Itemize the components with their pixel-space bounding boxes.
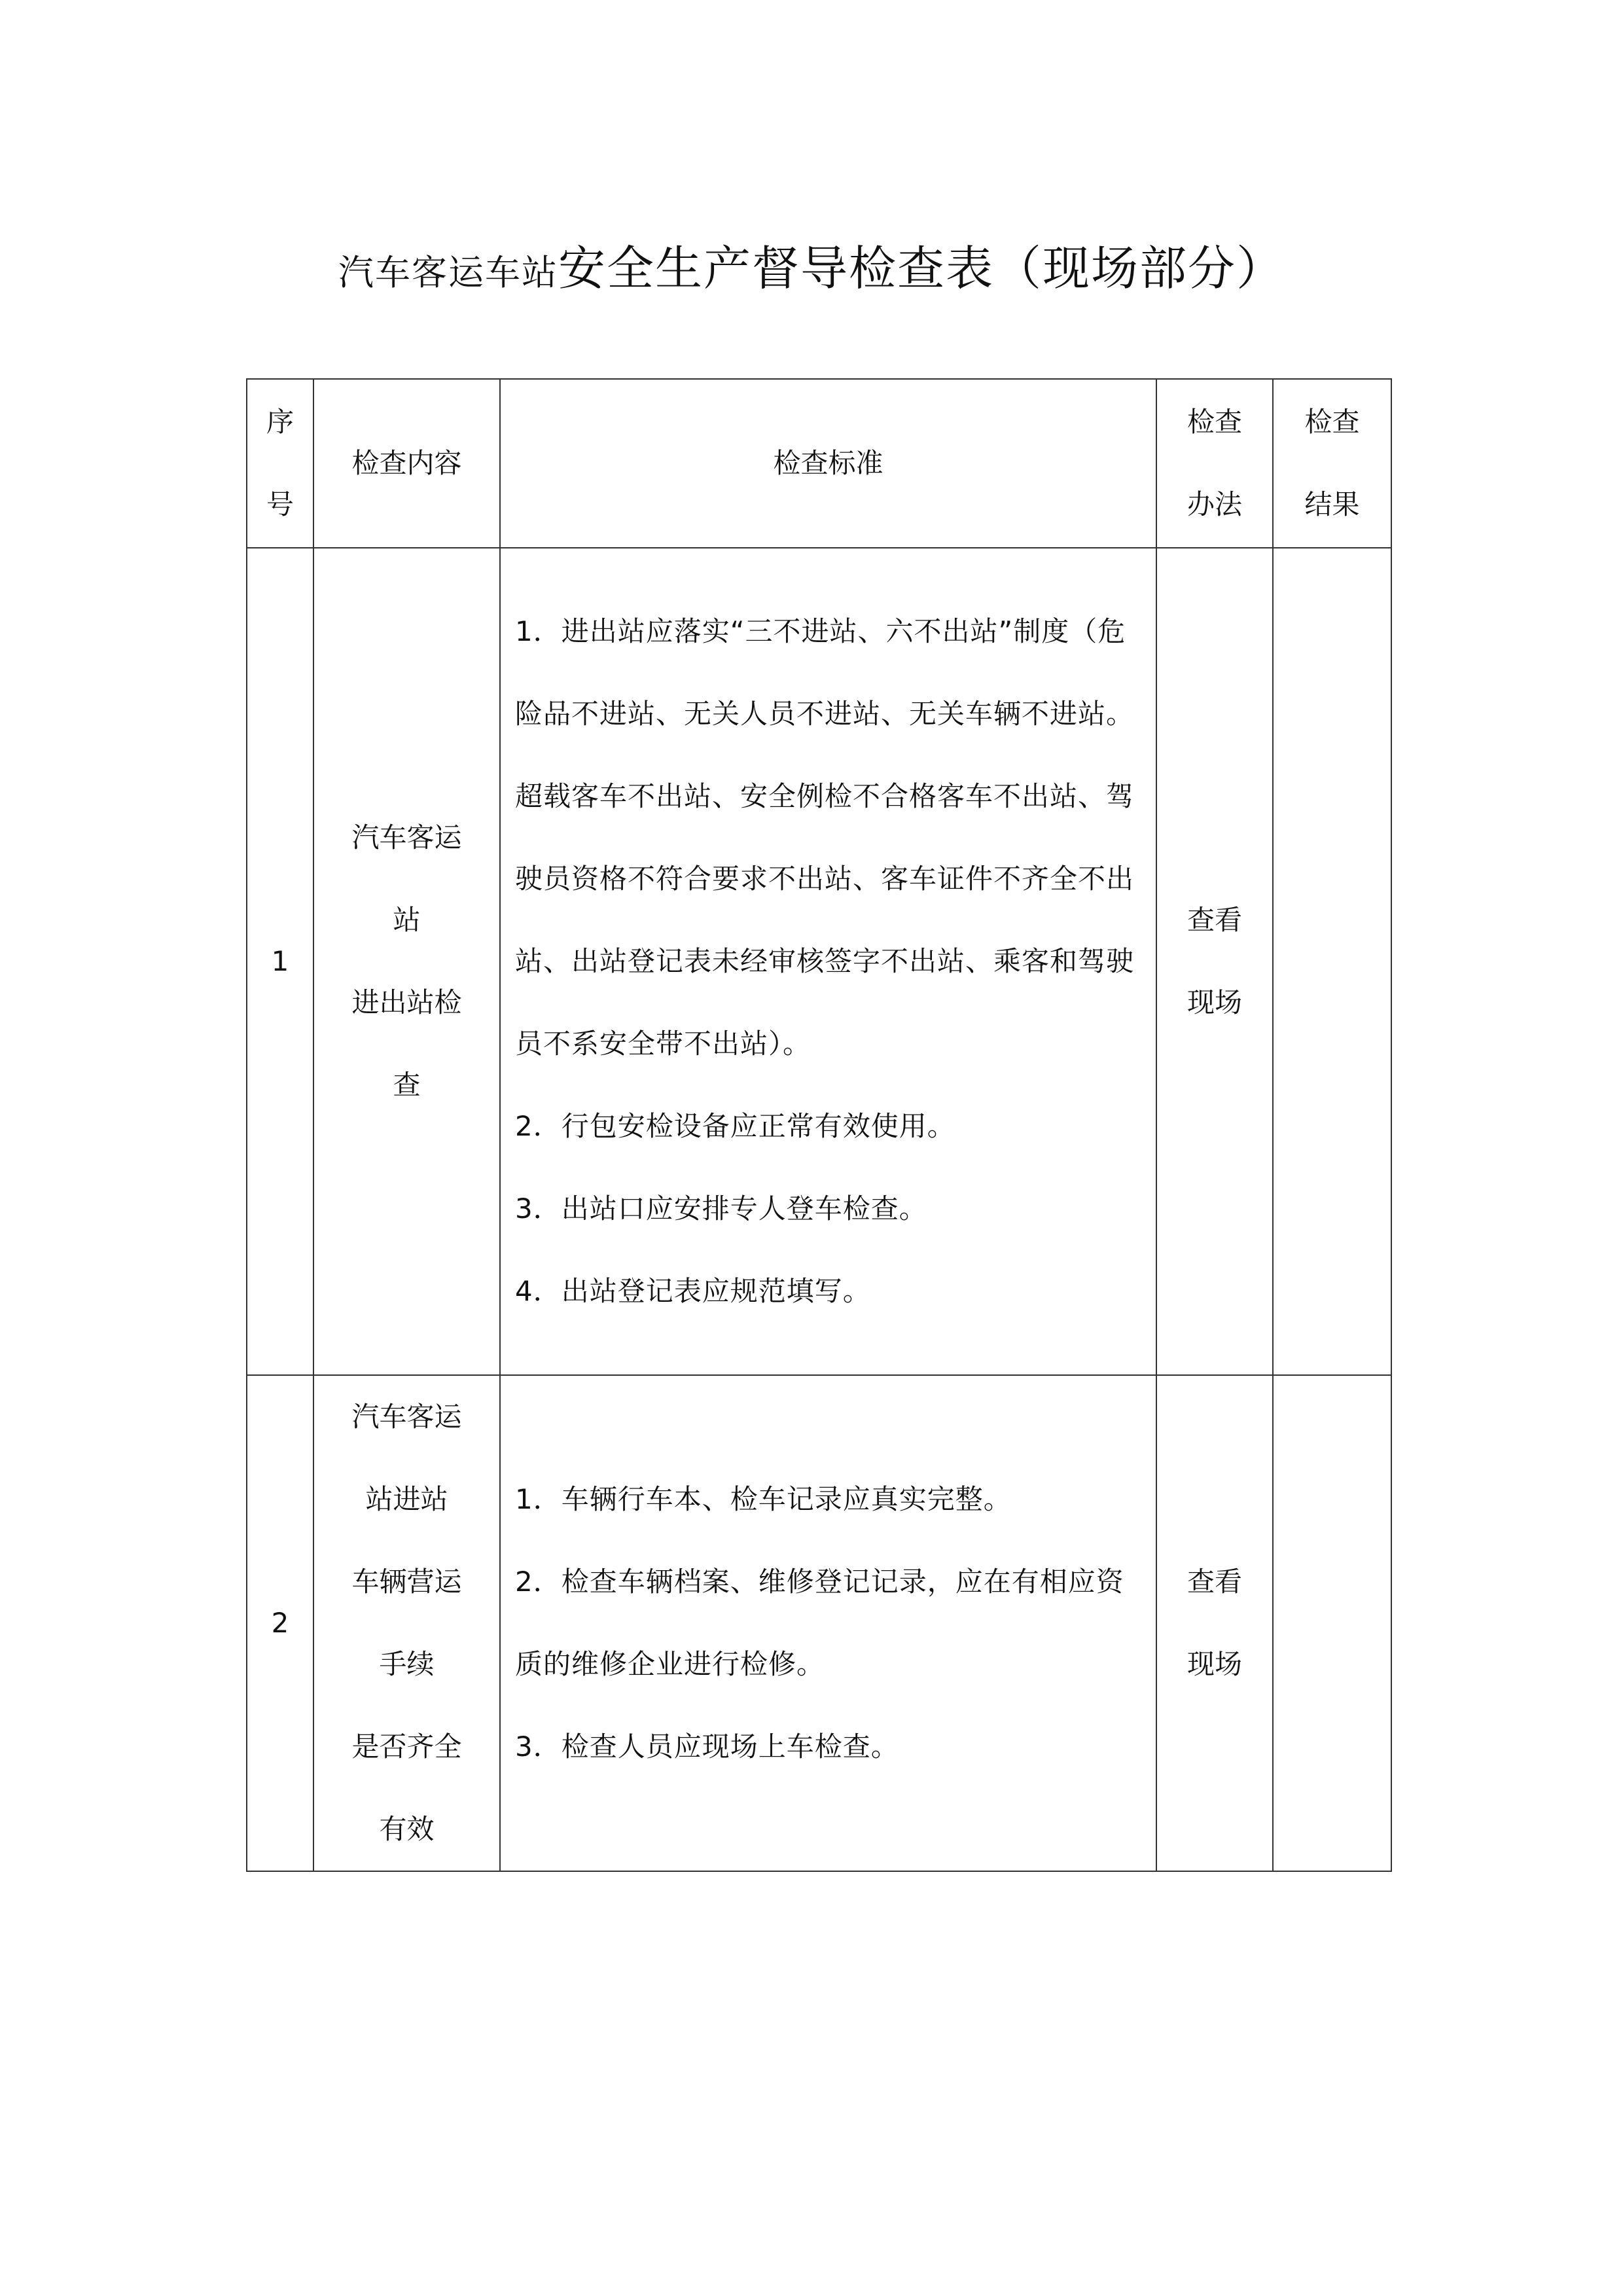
standard-item: 2．行包安检设备应正常有效使用。: [515, 1110, 955, 1142]
standard-item: 3．检查人员应现场上车检查。: [515, 1731, 899, 1763]
row-method: 查看 现场: [1156, 1375, 1273, 1871]
title-prefix: 汽车客运车站: [338, 252, 558, 293]
standard-item: 1．车辆行车本、检车记录应真实完整。: [515, 1483, 1012, 1515]
standard-item: 2．检查车辆档案、维修登记记录，应在有相应资质的维修企业进行检修。: [515, 1566, 1124, 1680]
row-method: 查看 现场: [1156, 548, 1273, 1375]
row-number: 1: [247, 548, 313, 1375]
inspection-table: [246, 378, 1392, 1872]
row-number: 2: [247, 1375, 313, 1871]
row-standard: [500, 548, 1156, 1375]
row-result[interactable]: [1273, 1375, 1391, 1871]
page-title: [0, 232, 1623, 317]
row-content: 汽车客运 站 进出站检 查: [313, 548, 500, 1375]
standard-item: 4．出站登记表应规范填写。: [515, 1275, 871, 1307]
header-result: 检查 结果: [1273, 379, 1391, 548]
table-header-row: [247, 379, 1391, 548]
title-main: 安全生产督导检查表（现场部分）: [558, 241, 1285, 296]
header-content: 检查内容: [313, 379, 500, 548]
row-result[interactable]: [1273, 548, 1391, 1375]
row-content: 汽车客运 站进站 车辆营运 手续 是否齐全 有效: [313, 1375, 500, 1871]
header-standard: 检查标准: [500, 379, 1156, 548]
table-row: [247, 1375, 1391, 1871]
table-row: [247, 548, 1391, 1375]
header-method: 检查 办法: [1156, 379, 1273, 548]
row-standard: [500, 1375, 1156, 1871]
standard-item: 3．出站口应安排专人登车检查。: [515, 1193, 927, 1225]
header-no: 序 号: [247, 379, 313, 548]
standard-item: 1．进出站应落实“三不进站、六不出站”制度（危险品不进站、无关人员不进站、无关车辆不进站。超载客车不出站、安全例检不合格客车不出站、驾驶员资格不符合要求不出站、客车证件不齐全不出站、出站登记表未经审核签字不出站、乘客和驾驶员不系安全带不出站）。: [515, 615, 1135, 1060]
